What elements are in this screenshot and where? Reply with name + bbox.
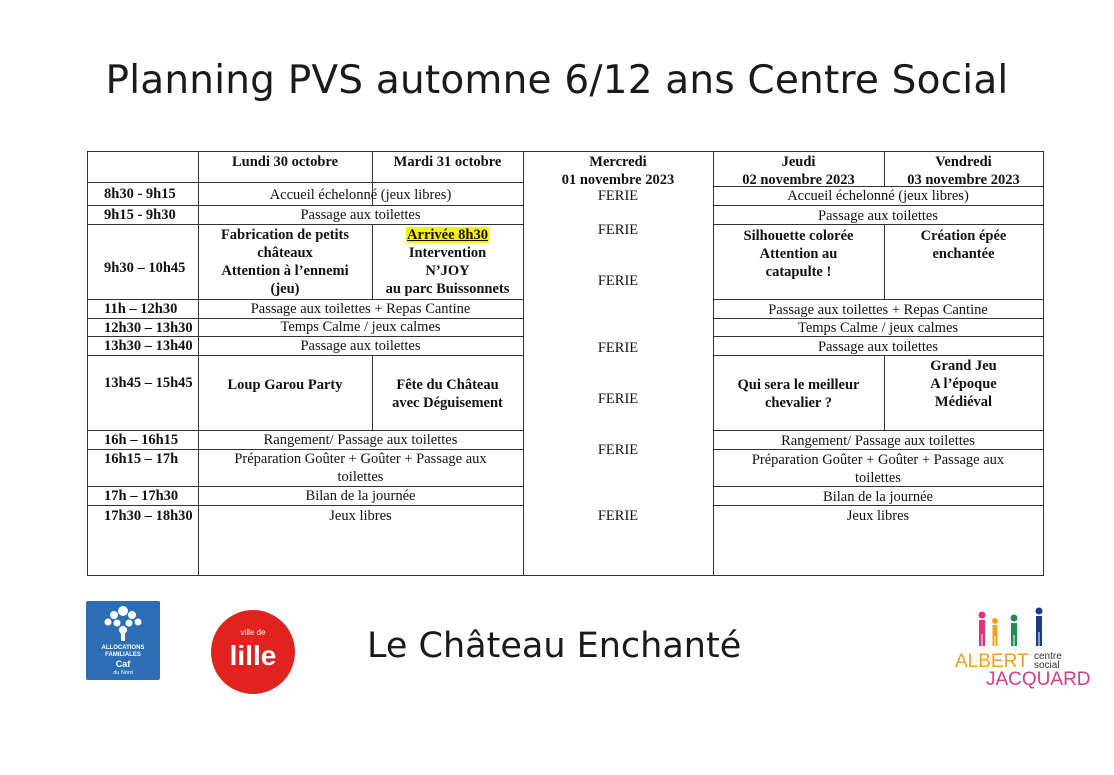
activity-line: chevalier ? — [765, 395, 832, 411]
activity-gouter-line: toilettes — [855, 470, 901, 486]
grid-line — [713, 299, 1043, 300]
page-title: Planning PVS automne 6/12 ans Centre Social — [105, 58, 1009, 103]
activity-jeux: Jeux libres — [329, 508, 392, 524]
activity-line: enchantée — [932, 246, 995, 262]
time-slot: 17h30 – 18h30 — [104, 508, 193, 524]
centre-social-text — [1034, 652, 1062, 670]
activity-line: N’JOY — [425, 263, 470, 279]
activity-lundi-aprem: Loup Garou Party — [227, 377, 343, 393]
ferie-label: FERIE — [597, 222, 639, 238]
time-slot: 9h30 – 10h45 — [104, 260, 186, 276]
activity-accueil: Accueil échelonné (jeux libres) — [787, 188, 969, 204]
lille-word: lille — [229, 640, 277, 671]
header-jeudi-day: Jeudi — [781, 154, 816, 170]
caf-text — [86, 645, 160, 659]
caf-name: Caf — [115, 659, 131, 669]
centre-word: centre — [1034, 651, 1062, 662]
activity-gouter — [713, 451, 1043, 487]
activity-rangement: Rangement/ Passage aux toilettes — [263, 432, 458, 448]
activity-line: catapulte ! — [765, 264, 832, 280]
time-slot: 13h45 – 15h45 — [104, 375, 193, 391]
time-slot: 16h15 – 17h — [104, 451, 179, 467]
activity-mardi-matin — [372, 226, 523, 298]
activity-toilettes: Passage aux toilettes — [817, 339, 938, 355]
activity-calme: Temps Calme / jeux calmes — [797, 320, 959, 336]
activity-line: Création épée — [920, 228, 1007, 244]
activity-toilettes: Passage aux toilettes — [300, 338, 421, 354]
grid-line — [713, 430, 1043, 431]
activity-line: avec Déguisement — [392, 395, 503, 411]
schedule-table — [87, 151, 1044, 576]
ferie-label: FERIE — [597, 188, 639, 204]
time-slot: 11h – 12h30 — [104, 301, 178, 317]
time-slot: 17h – 17h30 — [104, 488, 179, 504]
activity-mardi-aprem — [372, 376, 523, 412]
header-jeudi-date: 02 novembre 2023 — [742, 172, 855, 188]
activity-toilettes: Passage aux toilettes — [817, 208, 938, 224]
activity-bilan: Bilan de la journée — [305, 488, 416, 504]
ferie-label: FERIE — [597, 273, 639, 289]
family-figures-icon — [950, 605, 1070, 651]
ferie-label: FERIE — [597, 391, 639, 407]
time-slot: 8h30 - 9h15 — [104, 186, 176, 202]
grid-line — [88, 182, 523, 183]
header-mercredi-date: 01 novembre 2023 — [561, 172, 675, 188]
activity-repas: Passage aux toilettes + Repas Cantine — [768, 302, 988, 318]
activity-line: Qui sera le meilleur — [737, 377, 860, 393]
ferie-label: FERIE — [597, 442, 639, 458]
activity-jeudi-matin — [713, 227, 884, 281]
activity-line: Attention au — [759, 246, 838, 262]
ferie-label: FERIE — [597, 340, 639, 356]
caf-region: du Nord — [113, 670, 133, 676]
activity-line: au parc Buissonnets — [385, 281, 510, 297]
header-vendredi-day: Vendredi — [935, 154, 992, 170]
caf-logo — [86, 601, 160, 680]
activity-bilan: Bilan de la journée — [823, 489, 933, 505]
activity-line: Médiéval — [934, 394, 993, 410]
activity-vendredi-matin — [884, 227, 1043, 263]
lille-logo — [210, 609, 296, 695]
activity-calme: Temps Calme / jeux calmes — [280, 319, 441, 335]
header-jeudi — [713, 153, 884, 189]
activity-toilettes: Passage aux toilettes — [300, 207, 421, 223]
grid-line — [88, 505, 523, 506]
header-vendredi — [884, 153, 1043, 189]
activity-vendredi-aprem — [884, 357, 1043, 411]
caf-text-line: FAMILIALES — [105, 652, 141, 658]
activity-gouter-line: Préparation Goûter + Goûter + Passage aux — [751, 452, 1005, 468]
albert-word: ALBERT — [955, 651, 1029, 672]
activity-jeux: Jeux libres — [846, 508, 910, 524]
activity-gouter — [198, 450, 523, 486]
grid-line — [88, 355, 523, 356]
grid-line — [88, 224, 523, 225]
ferie-label: FERIE — [597, 508, 639, 524]
activity-line: Fête du Château — [396, 377, 499, 393]
header-mercredi — [523, 153, 713, 189]
activity-gouter-line: Préparation Goûter + Goûter + Passage aux — [234, 451, 487, 467]
lille-small-text: ville de — [240, 628, 266, 637]
activity-line: Fabrication de petits — [220, 227, 350, 243]
time-slot: 12h30 – 13h30 — [104, 320, 193, 336]
header-lundi: Lundi 30 octobre — [231, 154, 339, 170]
activity-line: Silhouette colorée — [743, 228, 854, 244]
activity-line: châteaux — [257, 245, 313, 261]
grid-line — [713, 205, 1043, 206]
activity-rangement: Rangement/ Passage aux toilettes — [781, 433, 975, 449]
arrival-highlight: Arrivée 8h30 — [407, 227, 488, 243]
social-word: social — [1034, 660, 1060, 671]
activity-repas: Passage aux toilettes + Repas Cantine — [250, 301, 471, 317]
header-mardi: Mardi 31 octobre — [393, 154, 502, 170]
activity-line: Grand Jeu — [930, 358, 997, 374]
activity-line: Intervention — [408, 245, 487, 261]
activity-line: A l’époque — [930, 376, 997, 392]
activity-lundi-matin — [198, 226, 372, 298]
caf-tree-icon — [86, 601, 160, 645]
header-mercredi-day: Mercredi — [589, 154, 647, 170]
time-slot: 9h15 - 9h30 — [104, 207, 176, 223]
time-slot: 13h30 – 13h40 — [104, 338, 193, 354]
jacquard-word: JACQUARD — [986, 669, 1091, 690]
activity-jeudi-aprem — [713, 376, 884, 412]
albert-jacquard-logo — [950, 605, 1091, 697]
activity-line: Attention à l’ennemi — [221, 263, 349, 279]
caf-text-line: ALLOCATIONS — [101, 645, 145, 651]
activity-accueil: Accueil échelonné (jeux libres) — [269, 187, 452, 203]
header-vendredi-date: 03 novembre 2023 — [907, 172, 1020, 188]
center-name: Le Château Enchanté — [367, 626, 742, 666]
time-slot: 16h – 16h15 — [104, 432, 179, 448]
activity-gouter-line: toilettes — [337, 469, 384, 485]
activity-line: (jeu) — [270, 281, 300, 297]
